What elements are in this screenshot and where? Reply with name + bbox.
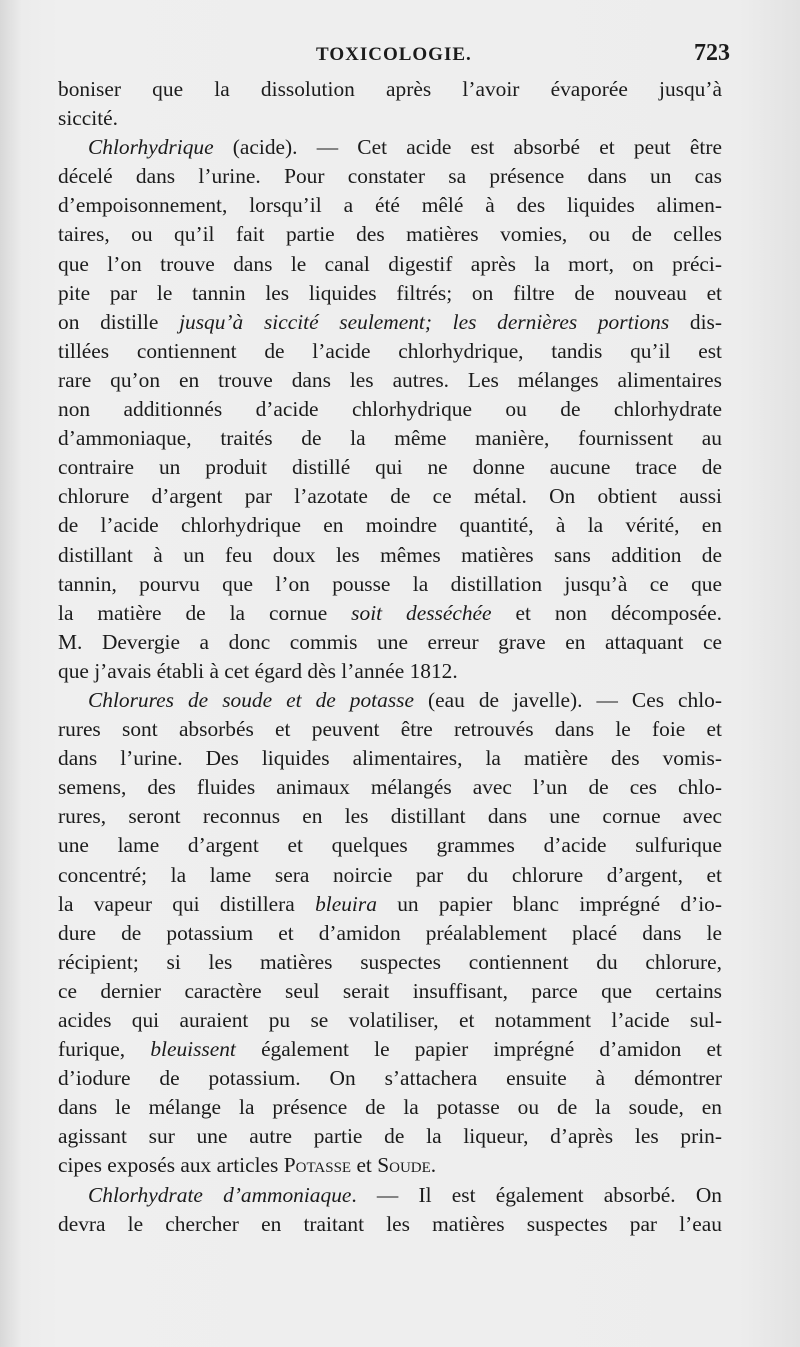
text-segment: dans l’urine. Des liquides alimentaires, la matière des vomis- [58, 746, 722, 771]
page-header [0, 40, 800, 74]
text-line [58, 424, 722, 453]
text-segment: semens, des fluides animaux mélangés avec l’un de ces chlo- [58, 775, 722, 800]
page-number: 723 [694, 40, 730, 66]
text-line [58, 1151, 722, 1180]
italic-text: Chlorhydrique [88, 135, 214, 160]
text-segment: que l’on trouve dans le canal digestif après la mort, on préci- [58, 251, 722, 276]
text-line [58, 279, 722, 308]
text-segment: tannin, pourvu que l’on pousse la distillation jusqu’à ce que [58, 571, 722, 596]
text-line [58, 1122, 722, 1151]
text-segment: un papier blanc imprégné d’io- [376, 891, 722, 916]
text-segment: non additionnés d’acide chlorhydrique ou de chlorhydrate [58, 397, 722, 422]
small-caps-text: Potasse [283, 1153, 352, 1178]
text-line [58, 162, 722, 191]
text-line [58, 308, 722, 337]
text-segment: tillées contiennent de l’acide chlorhydrique, tandis qu’il est [58, 338, 722, 363]
italic-text: bleuissent [150, 1037, 236, 1062]
text-line [58, 366, 722, 395]
text-line [58, 1093, 722, 1122]
text-line [58, 75, 722, 104]
text-segment: la vapeur qui distillera [58, 891, 316, 916]
text-line [58, 628, 722, 657]
text-line [58, 395, 722, 424]
text-segment: d’ammoniaque, traités de la même manière, fournissent au [58, 426, 722, 451]
text-segment: récipient; si les matières suspectes contiennent du chlorure, [58, 949, 722, 974]
text-line [58, 133, 722, 162]
text-line [58, 599, 722, 628]
text-segment: que j’avais établi à cet égard dès l’année 1812. [58, 658, 458, 683]
text-segment: . [430, 1153, 437, 1178]
text-line [58, 744, 722, 773]
text-segment: dis- [669, 309, 722, 334]
text-segment: acides qui auraient pu se volatiliser, et notamment l’acide sul- [58, 1008, 722, 1032]
text-line [58, 570, 722, 599]
text-line [58, 104, 722, 133]
text-segment: de l’acide chlorhydrique en moindre quantité, à la vérité, en [58, 513, 722, 538]
text-segment: devra le chercher en traitant les matières suspectes par l’eau [58, 1211, 722, 1236]
text-segment: distillant à un feu doux les mêmes matières sans addition de [58, 542, 722, 567]
text-line [58, 1006, 722, 1035]
text-segment: contraire un produit distillé qui ne donne aucune trace de [58, 455, 722, 480]
text-segment: et [351, 1153, 378, 1178]
text-segment: d’empoisonnement, lorsqu’il a été mêlé à des liquides alimen- [58, 193, 722, 218]
text-line [58, 919, 722, 948]
text-line [58, 191, 722, 220]
text-segment: on distille [58, 309, 180, 334]
text-segment: décelé dans l’urine. Pour constater sa présence dans un cas [58, 164, 722, 189]
text-segment: dans le mélange la présence de la potasse ou de la soude, en [58, 1095, 722, 1120]
text-segment: également le papier imprégné d’amidon et [235, 1037, 722, 1062]
text-line [58, 802, 722, 831]
text-segment: ce dernier caractère seul serait insuffisant, parce que certains [58, 978, 722, 1003]
text-segment: M. Devergie a donc commis une erreur grave en attaquant ce [58, 629, 722, 654]
text-segment: et non décomposée. [491, 600, 722, 625]
text-line [58, 1181, 722, 1210]
text-line [58, 1035, 722, 1064]
text-segment: furique, [58, 1037, 151, 1062]
text-line [58, 482, 722, 511]
text-segment: dure de potassium et d’amidon préalablement placé dans le [58, 920, 722, 945]
text-segment: boniser que la dissolution après l’avoir évaporée jusqu’à [58, 77, 722, 101]
running-title: TOXICOLOGIE. [316, 44, 472, 65]
text-line [58, 541, 722, 570]
text-line [58, 715, 722, 744]
text-segment: chlorure d’argent par l’azotate de ce métal. On obtient aussi [58, 484, 722, 509]
italic-text: Chlorhydrate d’ammoniaque [88, 1182, 352, 1207]
text-line [58, 1064, 722, 1093]
text-line [58, 657, 722, 686]
text-segment: concentré; la lame sera noircie par du chlorure d’argent, et [58, 862, 722, 887]
italic-text: bleuira [315, 891, 377, 916]
text-segment: cipes exposés aux articles [58, 1153, 284, 1178]
text-line [58, 831, 722, 860]
text-line [58, 1210, 722, 1239]
text-line [58, 250, 722, 279]
text-segment: pite par le tannin les liquides filtrés; on filtre de nouveau et [58, 280, 722, 305]
italic-text: jusqu’à siccité seulement; les dernières portions [179, 309, 670, 334]
text-segment: taires, ou qu’il fait partie des matières vomies, ou de celles [58, 222, 722, 247]
text-segment: . — Il est également absorbé. On [351, 1182, 722, 1207]
text-line [58, 686, 722, 715]
text-line [58, 337, 722, 366]
italic-text: Chlorures de soude et de potasse [88, 687, 414, 712]
text-segment: siccité. [58, 106, 118, 131]
small-caps-text: Soude [377, 1153, 431, 1178]
text-line [58, 453, 722, 482]
text-segment: rures, seront reconnus en les distillant dans une cornue avec [58, 804, 722, 829]
text-segment: rures sont absorbés et peuvent être retrouvés dans le foie et [58, 717, 722, 742]
text-line [58, 861, 722, 890]
text-line [58, 511, 722, 540]
italic-text: soit desséchée [351, 600, 492, 625]
body-text [58, 75, 722, 1239]
text-line [58, 220, 722, 249]
text-line [58, 948, 722, 977]
text-line [58, 977, 722, 1006]
text-segment: une lame d’argent et quelques grammes d’acide sulfurique [58, 833, 722, 858]
text-segment: (acide). — Cet acide est absorbé et peut être [213, 135, 722, 160]
text-line [58, 890, 722, 919]
text-segment: agissant sur une autre partie de la liqueur, d’après les prin- [58, 1124, 722, 1149]
text-line [58, 773, 722, 802]
text-segment: d’iodure de potassium. On s’attachera ensuite à démontrer [58, 1066, 722, 1091]
text-segment: (eau de javelle). — Ces chlo- [413, 687, 722, 712]
text-segment: la matière de la cornue [58, 600, 352, 625]
text-segment: rare qu’on en trouve dans les autres. Les mélanges alimentaires [58, 367, 722, 392]
